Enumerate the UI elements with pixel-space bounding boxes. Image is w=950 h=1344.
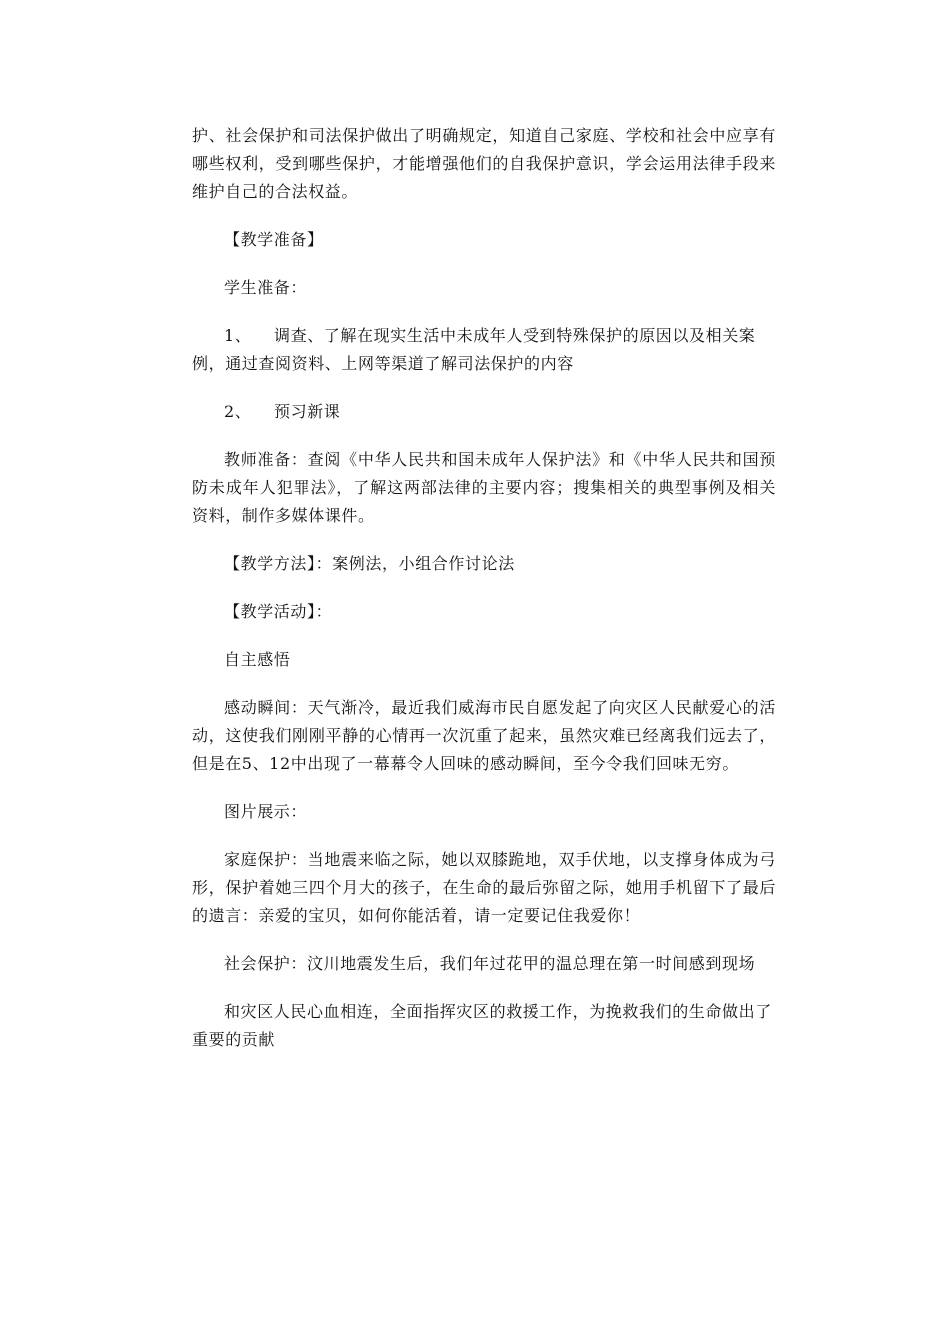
moment-paragraph xyxy=(192,694,776,778)
moment-line-1: 感动瞬间：天气渐冷，最近我们威海市民自愿发起了向灾区人民献爱心的活 xyxy=(224,698,776,717)
family-paragraph xyxy=(192,846,776,930)
item-text: 预习新课 xyxy=(274,402,341,421)
moment-line-2: 动，这使我们刚刚平静的心情再一次沉重了起来，虽然灾难已经离我们远去了， xyxy=(192,726,776,745)
item-text: 调查、了解在现实生活中未成年人受到特殊保护的原因以及相关案 xyxy=(274,326,756,345)
social-line: 社会保护：汶川地震发生后，我们年过花甲的温总理在第一时间感到现场 xyxy=(224,954,756,973)
prep-heading: 【教学准备】 xyxy=(224,230,324,249)
student-item-1-first-line xyxy=(192,322,776,350)
student-item-1-second-line: 例，通过查阅资料、上网等渠道了解司法保护的内容 xyxy=(192,354,574,373)
teacher-prep-paragraph xyxy=(192,446,776,530)
student-item-1 xyxy=(192,322,776,378)
teacher-prep-line-3: 资料，制作多媒体课件。 xyxy=(192,506,375,525)
intro-line-2: 哪些权利，受到哪些保护，才能增强他们的自我保护意识，学会运用法律手段来 xyxy=(192,154,776,173)
activity-heading-block xyxy=(192,598,776,626)
social-continuation xyxy=(192,998,776,1054)
item-number: 1、 xyxy=(224,326,252,345)
item-number: 2、 xyxy=(224,402,252,421)
student-prep-label: 学生准备： xyxy=(224,278,308,297)
student-prep-block xyxy=(192,274,776,302)
family-line-3: 的遗言：亲爱的宝贝，如何你能活着，请一定要记住我爱你！ xyxy=(192,906,641,925)
prep-heading-block xyxy=(192,226,776,254)
self-reflection-block xyxy=(192,646,776,674)
intro-line-1: 护、社会保护和司法保护做出了明确规定，知道自己家庭、学校和社会中应享有 xyxy=(192,126,776,145)
teacher-prep-line-2: 防未成年人犯罪法》，了解这两部法律的主要内容；搜集相关的典型事例及相关 xyxy=(192,478,776,497)
intro-paragraph xyxy=(192,122,776,206)
student-item-2 xyxy=(192,398,776,426)
student-item-2-line xyxy=(192,398,776,426)
activity-heading: 【教学活动】： xyxy=(224,602,333,621)
method-block xyxy=(192,550,776,578)
teacher-prep-line-1: 教师准备：查阅《中华人民共和国未成年人保护法》和《中华人民共和国预 xyxy=(224,450,776,469)
social-cont-line-2: 重要的贡献 xyxy=(192,1030,276,1049)
picture-label: 图片展示： xyxy=(224,802,308,821)
social-paragraph xyxy=(192,950,776,978)
teaching-method: 【教学方法】：案例法，小组合作讨论法 xyxy=(224,554,515,573)
document-body xyxy=(192,122,776,1074)
self-reflection-label: 自主感悟 xyxy=(224,650,291,669)
family-line-1: 家庭保护：当地震来临之际，她以双膝跪地，双手伏地，以支撑身体成为弓 xyxy=(224,850,776,869)
moment-line-3: 但是在5、12中出现了一幕幕令人回味的感动瞬间，至今令我们回味无穷。 xyxy=(192,754,739,773)
social-cont-line-1: 和灾区人民心血相连，全面指挥灾区的救援工作，为挽救我们的生命做出了 xyxy=(224,1002,772,1021)
family-line-2: 形，保护着她三四个月大的孩子，在生命的最后弥留之际，她用手机留下了最后 xyxy=(192,878,776,897)
picture-label-block xyxy=(192,798,776,826)
intro-line-3: 维护自己的合法权益。 xyxy=(192,182,359,201)
